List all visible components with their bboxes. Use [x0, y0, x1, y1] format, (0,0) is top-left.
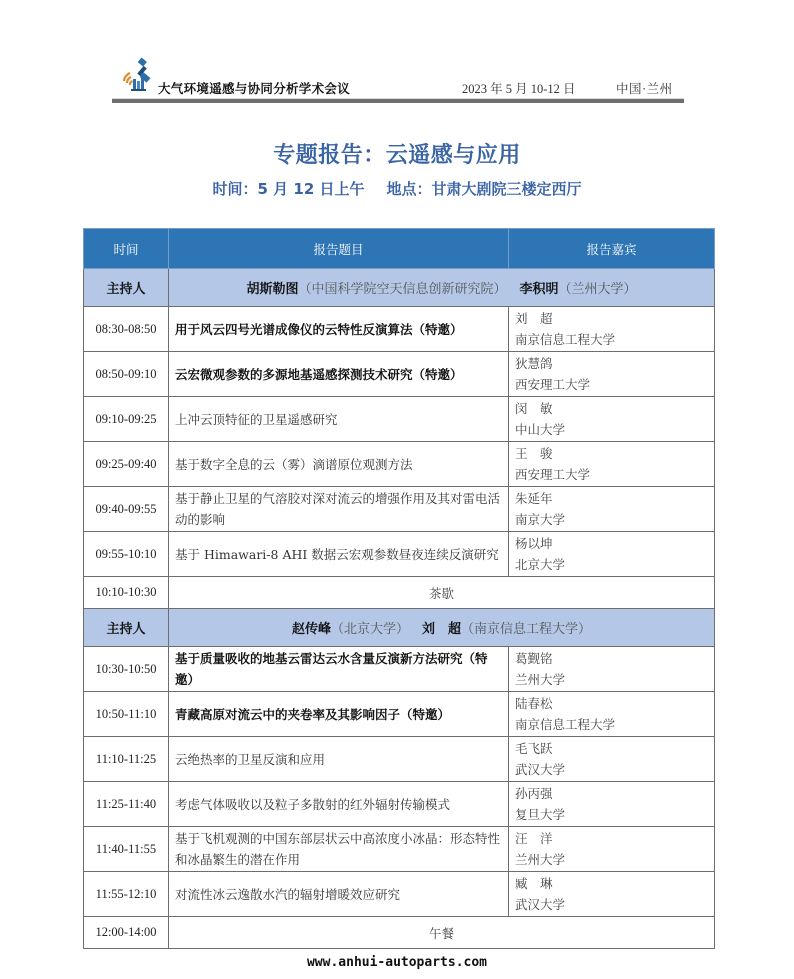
speaker-affiliation: 武汉大学: [515, 897, 566, 912]
table-row: [84, 692, 715, 737]
satellite-icon: [120, 57, 156, 93]
talk-speaker: [509, 487, 715, 532]
talk-topic: 对流性冰云逸散水汽的辐射增暖效应研究: [169, 872, 509, 917]
table-row: [84, 872, 715, 917]
speaker-name: 臧 琳: [515, 876, 553, 891]
break-label: 茶歇: [169, 577, 715, 609]
talk-time: 09:25-09:40: [84, 442, 169, 487]
talk-topic: 基于飞机观测的中国东部层状云中高浓度小冰晶：形态特性和冰晶繁生的潜在作用: [169, 827, 509, 872]
page-title: 专题报告：云遥感与应用: [273, 143, 521, 168]
host-label: 主持人: [84, 609, 169, 647]
speaker-name: 朱延年: [515, 491, 553, 506]
host-affiliation: （南京信息工程大学）: [461, 622, 592, 637]
host-name: 李积明: [519, 282, 559, 297]
host-row: [84, 269, 715, 307]
table-row: [84, 397, 715, 442]
talk-speaker: [509, 647, 715, 692]
table-row: [84, 487, 715, 532]
talk-topic: 基于 Himawari-8 AHI 数据云宏观参数昼夜连续反演研究: [169, 532, 509, 577]
speaker-affiliation: 中山大学: [515, 422, 566, 437]
host-names: [169, 609, 715, 647]
table-row: [84, 442, 715, 487]
table-row: [84, 307, 715, 352]
session-time: 时间：5 月 12 日上午: [212, 180, 365, 198]
talk-speaker: [509, 307, 715, 352]
talk-topic: 上冲云顶特征的卫星遥感研究: [169, 397, 509, 442]
talk-topic: 考虑气体吸收以及粒子多散射的红外辐射传输模式: [169, 782, 509, 827]
header-speaker: 报告嘉宾: [509, 229, 715, 269]
table-header-row: [84, 229, 715, 269]
speaker-affiliation: 南京大学: [515, 512, 566, 527]
talk-topic: 基于静止卫星的气溶胶对深对流云的增强作用及其对雷电活动的影响: [169, 487, 509, 532]
speaker-affiliation: 北京大学: [515, 557, 566, 572]
talk-topic: 云绝热率的卫星反演和应用: [169, 737, 509, 782]
speaker-affiliation: 西安理工大学: [515, 377, 591, 392]
speaker-name: 葛觐铭: [515, 651, 553, 666]
talk-speaker: [509, 532, 715, 577]
talk-speaker: [509, 692, 715, 737]
host-label: 主持人: [84, 269, 169, 307]
break-row: [84, 577, 715, 609]
speaker-affiliation: 武汉大学: [515, 762, 566, 777]
speaker-name: 刘 超: [515, 311, 553, 326]
speaker-name: 汪 洋: [515, 831, 553, 846]
talk-time: 11:25-11:40: [84, 782, 169, 827]
talk-time: 09:55-10:10: [84, 532, 169, 577]
host-names: [169, 269, 715, 307]
footer-url: www.anhui-autoparts.com: [306, 955, 487, 970]
talk-time: 11:10-11:25: [84, 737, 169, 782]
host-name: 刘 超: [422, 622, 462, 637]
conference-name: 大气环境遥感与协同分析学术会议: [158, 81, 351, 96]
talk-speaker: [509, 872, 715, 917]
talk-time: 09:10-09:25: [84, 397, 169, 442]
host-name: 胡斯勒图: [246, 282, 299, 297]
talk-time: 08:50-09:10: [84, 352, 169, 397]
break-time: 12:00-14:00: [84, 917, 169, 949]
talk-topic: 基于质量吸收的地基云雷达云水含量反演新方法研究（特邀）: [169, 647, 509, 692]
speaker-affiliation: 南京信息工程大学: [515, 332, 616, 347]
speaker-name: 狄慧鸽: [515, 356, 553, 371]
break-label: 午餐: [169, 917, 715, 949]
session-location: 地点：甘肃大剧院三楼定西厅: [386, 180, 582, 198]
header-time: 时间: [84, 229, 169, 269]
host-affiliation: （北京大学）: [330, 622, 409, 637]
speaker-affiliation: 南京信息工程大学: [515, 717, 616, 732]
table-row: [84, 352, 715, 397]
talk-speaker: [509, 397, 715, 442]
talk-time: 08:30-08:50: [84, 307, 169, 352]
speaker-name: 闵 敏: [515, 401, 553, 416]
speaker-name: 王 骏: [515, 446, 553, 461]
speaker-name: 陆春松: [515, 696, 553, 711]
host-affiliation: （兰州大学）: [558, 282, 637, 297]
talk-time: 10:30-10:50: [84, 647, 169, 692]
talk-topic: 用于风云四号光谱成像仪的云特性反演算法（特邀）: [169, 307, 509, 352]
conference-place: 中国·兰州: [616, 82, 673, 96]
break-row: [84, 917, 715, 949]
header-topic: 报告题目: [169, 229, 509, 269]
conference-date: 2023 年 5 月 10-12 日: [462, 82, 576, 96]
talk-time: 10:50-11:10: [84, 692, 169, 737]
talk-topic: 青藏高原对流云中的夹卷率及其影响因子（特邀）: [169, 692, 509, 737]
talk-speaker: [509, 352, 715, 397]
speaker-affiliation: 兰州大学: [515, 672, 566, 687]
table-row: [84, 827, 715, 872]
talk-time: 09:40-09:55: [84, 487, 169, 532]
host-name: 赵传峰: [291, 622, 331, 637]
session-info: [0, 178, 794, 199]
talk-time: 11:55-12:10: [84, 872, 169, 917]
talk-topic: 基于数字全息的云（雾）滴谱原位观测方法: [169, 442, 509, 487]
talk-speaker: [509, 827, 715, 872]
speaker-name: 孙丙强: [515, 786, 553, 801]
speaker-affiliation: 复旦大学: [515, 807, 566, 822]
talk-time: 11:40-11:55: [84, 827, 169, 872]
speaker-name: 毛飞跃: [515, 741, 553, 756]
page-header: [112, 55, 684, 105]
table-row: [84, 532, 715, 577]
talk-speaker: [509, 737, 715, 782]
break-time: 10:10-10:30: [84, 577, 169, 609]
host-row: [84, 609, 715, 647]
schedule-table: [83, 228, 715, 949]
speaker-name: 杨以坤: [515, 536, 553, 551]
talk-topic: 云宏微观参数的多源地基遥感探测技术研究（特邀）: [169, 352, 509, 397]
table-row: [84, 782, 715, 827]
table-row: [84, 647, 715, 692]
speaker-affiliation: 兰州大学: [515, 852, 566, 867]
talk-speaker: [509, 442, 715, 487]
header-divider: [112, 98, 684, 103]
host-affiliation: （中国科学院空天信息创新研究院）: [298, 282, 507, 297]
talk-speaker: [509, 782, 715, 827]
speaker-affiliation: 西安理工大学: [515, 467, 591, 482]
table-row: [84, 737, 715, 782]
